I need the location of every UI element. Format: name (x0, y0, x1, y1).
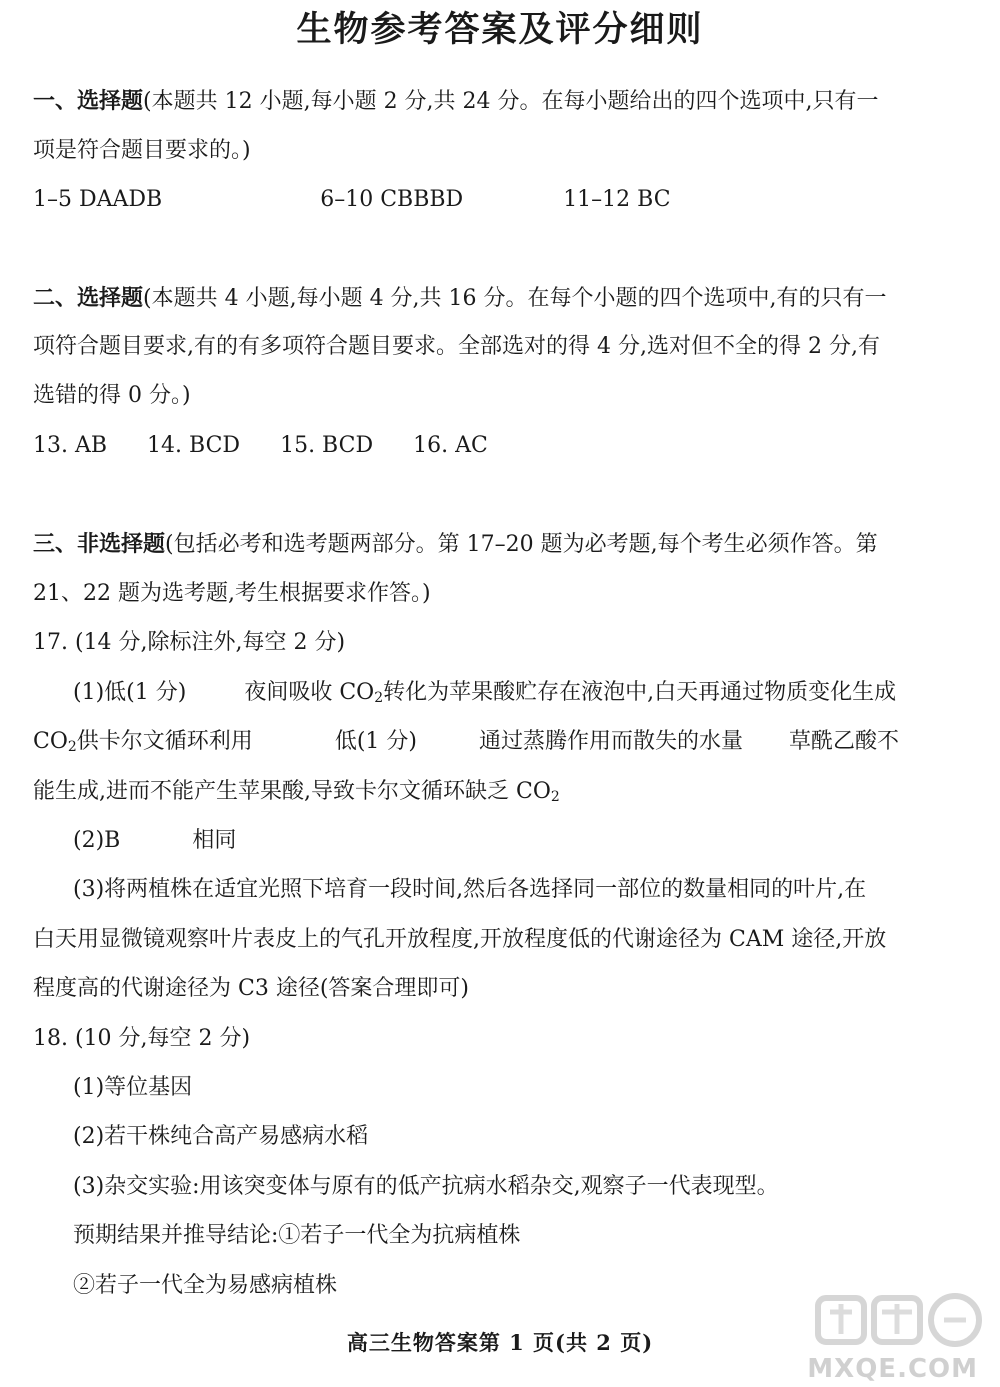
answer-15: 15. BCD (280, 433, 374, 458)
q17-header: 17. (14 分,除标注外,每空 2 分) (33, 630, 346, 655)
section3-heading: 三、非选择题 (33, 531, 166, 557)
q17-part1-line3: 能生成,进而不能产生苹果酸,导致卡尔文循环缺乏 $CO_2$ (33, 779, 560, 805)
page-title: 生物参考答案及评分细则 (296, 9, 704, 50)
q17-part1-line2: $CO_2$供卡尔文循环利用 低(1 分) 通过蒸腾作用而散失的水量 草酰乙酸不 (33, 729, 900, 755)
q17-part3-line3: 程度高的代谢途径为 C3 途径(答案合理即可) (33, 976, 469, 1001)
watermark-text: MXQE.COM (807, 1354, 978, 1384)
section1-answers (33, 185, 671, 215)
section2-answers (33, 431, 488, 461)
section1-desc-line1: 一、选择题(本题共 12 小题,每小题 2 分,共 24 分。在每小题给出的四个选项中,只有一 (33, 88, 879, 114)
q17-part3-line2: 白天用显微镜观察叶片表皮上的气孔开放程度,开放程度低的代谢途径为 CAM 途径,开放 (33, 927, 887, 952)
q18-part1: (1)等位基因 (73, 1075, 193, 1100)
section2-desc-line1: 二、选择题(本题共 4 小题,每小题 4 分,共 16 分。在每个小题的四个选项中,有的只有一 (33, 285, 887, 311)
answer-13: 13. AB (33, 433, 108, 458)
q18-header: 18. (10 分,每空 2 分) (33, 1026, 251, 1051)
q17-part2: (2)B 相同 (73, 828, 237, 853)
section2-heading: 二、选择题 (33, 285, 144, 311)
answer-16: 16. AC (413, 433, 488, 458)
section2-desc-line3: 选错的得 0 分。) (33, 383, 191, 408)
q18-prediction-2: ②若子一代全为易感病植株 (73, 1273, 338, 1298)
section3-desc-line1: 三、非选择题(包括必考和选考题两部分。第 17–20 题为必考题,每个考生必须作答。第 (33, 531, 878, 557)
answer-6-10: 6–10 CBBBD (320, 187, 464, 212)
q18-part2: (2)若干株纯合高产易感病水稻 (73, 1124, 369, 1149)
section1-desc-line2: 项是符合题目要求的。) (33, 138, 251, 163)
q18-prediction: 预期结果并推导结论:①若子一代全为抗病植株 (73, 1223, 521, 1248)
section1-heading: 一、选择题 (33, 88, 144, 114)
q17-part3-line1: (3)将两植株在适宜光照下培育一段时间,然后各选择同一部位的数量相同的叶片,在 (73, 877, 867, 902)
section3-desc-line2: 21、22 题为选考题,考生根据要求作答。) (33, 581, 431, 606)
answer-1-5: 1–5 DAADB (33, 187, 163, 212)
q18-part3: (3)杂交实验:用该突变体与原有的低产抗病水稻杂交,观察子一代表现型。 (73, 1174, 779, 1199)
answer-14: 14. BCD (147, 433, 241, 458)
q17-part1-line1: (1)低(1 分) 夜间吸收 $CO_2$转化为苹果酸贮存在液泡中,白天再通过物质变化生成 (73, 680, 897, 706)
section2-desc-line2: 项符合题目要求,有的有多项符合题目要求。全部选对的得 4 分,选对但不全的得 2 分,有 (33, 334, 880, 359)
page-footer: 高三生物答案第 1 页(共 2 页) (346, 1330, 654, 1355)
answer-11-12: 11–12 BC (563, 187, 671, 212)
